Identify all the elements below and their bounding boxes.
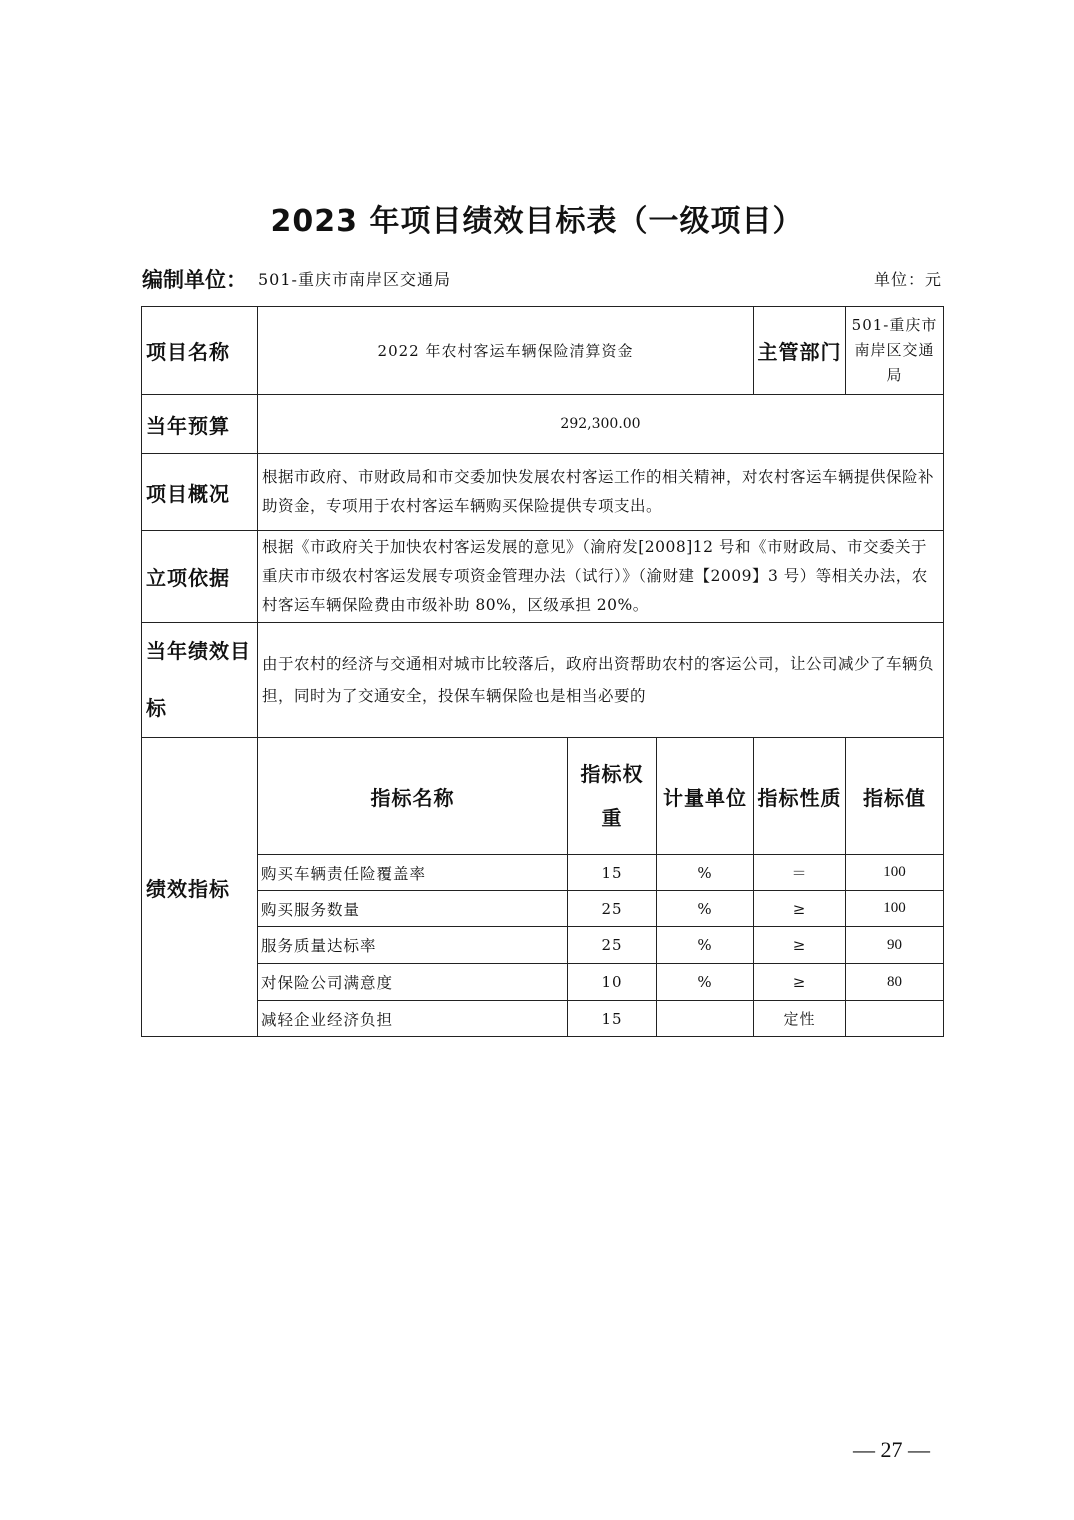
indicator-unit: % (657, 927, 754, 964)
project-name-value: 2022 年农村客运车辆保险清算资金 (258, 307, 754, 395)
indicator-unit (657, 1001, 754, 1037)
indicator-value: 100 (846, 891, 944, 927)
header-indicator-name: 指标名称 (258, 738, 568, 855)
indicator-unit: % (657, 855, 754, 891)
indicator-weight: 10 (568, 964, 657, 1001)
indicator-value: 100 (846, 855, 944, 891)
indicator-nature: ≥ (754, 891, 846, 927)
dept-value: 501-重庆市南岸区交通局 (846, 307, 944, 395)
dept-label: 主管部门 (754, 307, 846, 395)
basis-label: 立项依据 (142, 531, 258, 623)
indicator-name: 服务质量达标率 (258, 927, 568, 964)
goal-value: 由于农村的经济与交通相对城市比较落后，政府出资帮助农村的客运公司，让公司减少了车辆负担，同时为了交通安全，投保车辆保险也是相当必要的 (258, 623, 944, 738)
indicator-nature: ≥ (754, 964, 846, 1001)
goal-label: 当年绩效目标 (142, 623, 258, 738)
header-indicator-weight: 指标权重 (568, 738, 657, 855)
org-value: 501-重庆市南岸区交通局 (258, 270, 451, 289)
indicator-name: 购买车辆责任险覆盖率 (258, 855, 568, 891)
indicator-name: 减轻企业经济负担 (258, 1001, 568, 1037)
header-meta (142, 264, 942, 294)
indicator-value (846, 1001, 944, 1037)
overview-value: 根据市政府、市财政局和市交委加快发展农村客运工作的相关精神，对农村客运车辆提供保险补助资金，专项用于农村客运车辆购买保险提供专项支出。 (258, 454, 944, 531)
org-label: 编制单位： (142, 267, 247, 292)
performance-table (141, 306, 944, 1037)
budget-value: 292,300.00 (258, 395, 944, 454)
table-row (142, 855, 944, 891)
header-unit: 计量单位 (657, 738, 754, 855)
overview-label: 项目概况 (142, 454, 258, 531)
page-title: 2023 年项目绩效目标表（一级项目） (270, 204, 804, 239)
indicator-weight: 25 (568, 927, 657, 964)
table-row (142, 891, 944, 927)
indicator-nature: 定性 (754, 1001, 846, 1037)
indicator-unit: % (657, 964, 754, 1001)
currency-unit: 单位：元 (873, 270, 942, 289)
table-row (142, 927, 944, 964)
indicator-weight: 15 (568, 855, 657, 891)
indicator-name: 对保险公司满意度 (258, 964, 568, 1001)
indicator-name: 购买服务数量 (258, 891, 568, 927)
page-number: — 27 — (853, 1437, 930, 1462)
table-row (142, 964, 944, 1001)
indicator-value: 80 (846, 964, 944, 1001)
indicator-unit: % (657, 891, 754, 927)
indicator-nature: ＝ (754, 855, 846, 891)
indicator-weight: 25 (568, 891, 657, 927)
table-row (142, 1001, 944, 1037)
indicators-label: 绩效指标 (142, 738, 258, 1037)
basis-value: 根据《市政府关于加快农村客运发展的意见》（渝府发[2008]12 号和《市财政局、市交委关于重庆市市级农村客运发展专项资金管理办法（试行）》（渝财建【2009】3 号）等相关办法，农村客运车辆保险费由市级补助 80%，区级承担 20%。 (258, 531, 944, 623)
budget-label: 当年预算 (142, 395, 258, 454)
indicator-value: 90 (846, 927, 944, 964)
header-value: 指标值 (846, 738, 944, 855)
indicator-nature: ≥ (754, 927, 846, 964)
indicator-weight: 15 (568, 1001, 657, 1037)
header-nature: 指标性质 (754, 738, 846, 855)
project-name-label: 项目名称 (142, 307, 258, 395)
